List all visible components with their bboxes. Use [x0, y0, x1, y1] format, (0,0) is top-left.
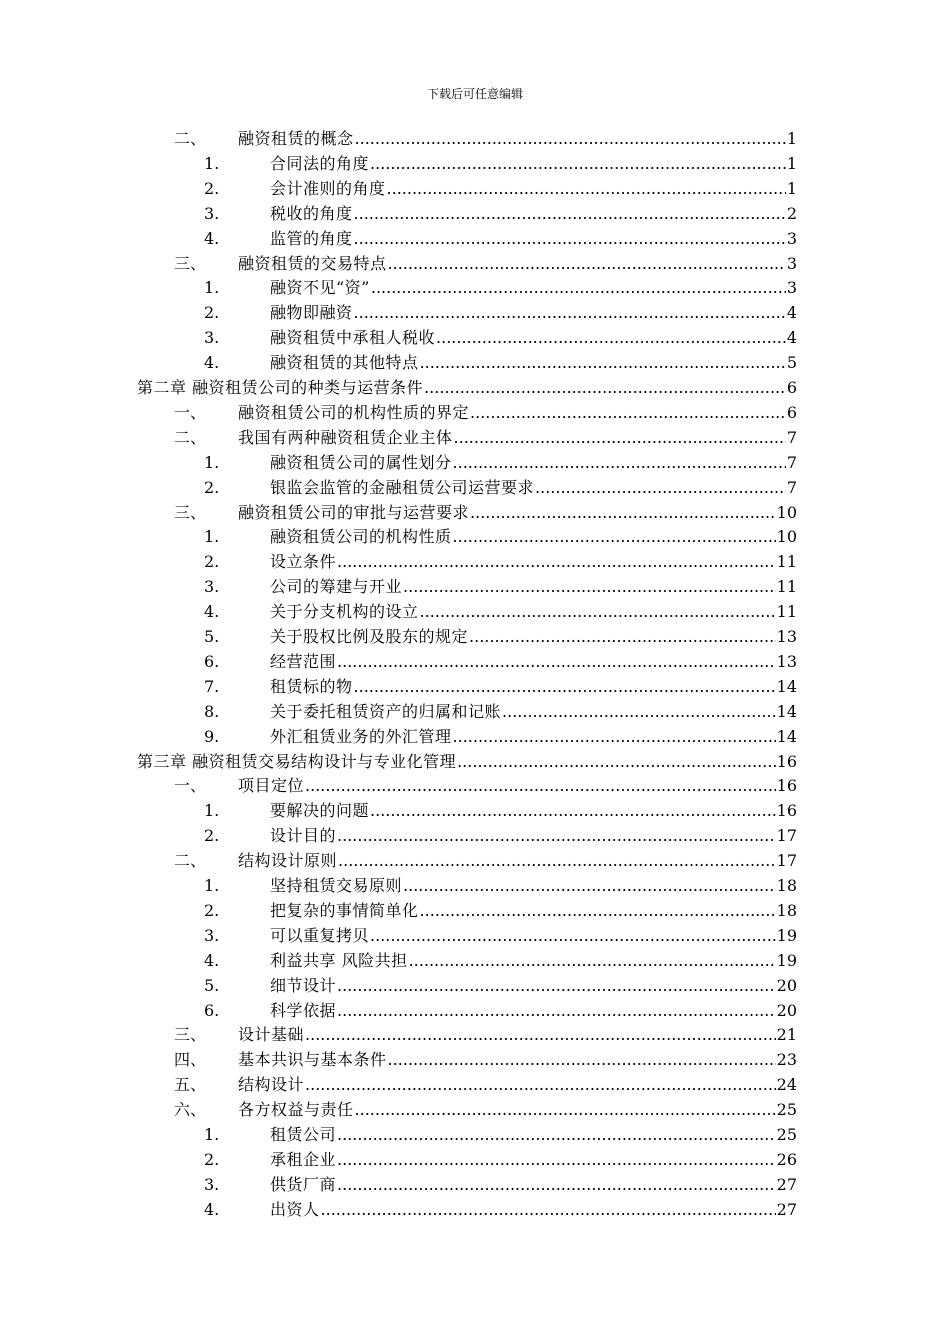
- toc-entry-number: 六、: [174, 1100, 207, 1120]
- toc-entry[interactable]: [204, 524, 797, 549]
- toc-entry-page-number: 18: [776, 900, 797, 920]
- toc-entry-page-number: 3: [786, 253, 797, 273]
- toc-entry-number: 6.: [204, 1000, 220, 1020]
- toc-entry-title: 经营范围: [270, 651, 337, 671]
- toc-entry[interactable]: [137, 375, 797, 400]
- toc-entry[interactable]: [204, 923, 797, 948]
- toc-dot-leader: [337, 1172, 776, 1197]
- toc-entry[interactable]: [174, 1047, 797, 1072]
- toc-entry-number: 三、: [174, 502, 207, 522]
- toc-entry-number: 3.: [204, 203, 220, 223]
- toc-dot-leader: [403, 873, 776, 898]
- toc-dot-leader: [370, 798, 776, 823]
- toc-entry-number: 1.: [204, 876, 220, 895]
- toc-entry-number: 9.: [204, 726, 220, 746]
- toc-entry-title: 要解决的问题: [270, 801, 370, 821]
- toc-entry[interactable]: [204, 350, 797, 375]
- toc-entry-title: 坚持租赁交易原则: [270, 876, 403, 895]
- toc-entry-number: 7.: [204, 676, 220, 696]
- toc-entry-number: 1.: [204, 801, 220, 821]
- toc-entry-title: 融物即融资: [270, 303, 353, 323]
- toc-entry-page-number: 7: [786, 452, 797, 472]
- toc-entry-page-number: 17: [776, 826, 797, 846]
- toc-entry-number: 一、: [174, 776, 207, 796]
- toc-entry[interactable]: [174, 500, 797, 525]
- toc-entry-number: 2.: [204, 477, 220, 497]
- toc-entry-page-number: 14: [776, 676, 797, 696]
- toc-entry-title: 融资租赁公司的机构性质的界定: [238, 402, 470, 422]
- toc-entry-title: 关于股权比例及股东的规定: [270, 627, 469, 646]
- toc-entry[interactable]: [204, 275, 797, 300]
- toc-entry[interactable]: [174, 848, 797, 873]
- toc-dot-leader: [337, 823, 776, 848]
- toc-dot-leader: [305, 1022, 776, 1047]
- toc-entry-page-number: 3: [786, 228, 797, 248]
- toc-entry-title: 融资租赁公司的属性划分: [270, 452, 452, 472]
- toc-entry[interactable]: [204, 973, 797, 998]
- toc-entry-page-number: 13: [776, 651, 797, 671]
- toc-entry-number: 1.: [204, 452, 220, 472]
- toc-dot-leader: [535, 475, 786, 500]
- toc-entry[interactable]: [204, 151, 797, 176]
- toc-entry[interactable]: [204, 823, 797, 848]
- toc-entry[interactable]: [204, 674, 797, 699]
- toc-dot-leader: [388, 251, 786, 276]
- toc-entry-page-number: 25: [776, 1125, 797, 1144]
- toc-entry-number: 2.: [204, 1149, 220, 1169]
- toc-entry-page-number: 10: [776, 527, 797, 547]
- toc-entry-number: 2.: [204, 178, 220, 198]
- toc-entry-number: 5.: [204, 627, 220, 646]
- toc-entry-page-number: 11: [776, 577, 797, 597]
- toc-dot-leader: [453, 450, 786, 475]
- toc-entry-number: 1.: [204, 278, 220, 298]
- toc-entry[interactable]: [204, 201, 797, 226]
- toc-entry-page-number: 19: [776, 950, 797, 970]
- toc-entry-number: 6.: [204, 651, 220, 671]
- toc-entry-number: 3.: [204, 577, 220, 597]
- toc-entry-page-number: 11: [776, 602, 797, 622]
- toc-entry-page-number: 13: [776, 627, 797, 646]
- toc-entry-page-number: 25: [776, 1100, 797, 1120]
- toc-entry[interactable]: [137, 749, 797, 774]
- toc-entry[interactable]: [204, 873, 797, 898]
- toc-entry[interactable]: [204, 699, 797, 724]
- toc-entry-title: 融资租赁的概念: [238, 129, 354, 148]
- toc-entry-page-number: 27: [776, 1199, 797, 1219]
- toc-dot-leader: [354, 226, 786, 251]
- toc-entry[interactable]: [174, 1072, 797, 1097]
- toc-dot-leader: [388, 1047, 776, 1072]
- toc-dot-leader: [457, 749, 776, 774]
- toc-entry-number: 3.: [204, 925, 220, 945]
- toc-entry-number: 二、: [174, 427, 207, 447]
- toc-entry-number: 4.: [204, 353, 220, 373]
- toc-entry-page-number: 20: [776, 975, 797, 995]
- toc-entry[interactable]: [174, 126, 797, 151]
- toc-entry-title: 租赁公司: [270, 1125, 337, 1144]
- toc-entry-title: 融资不见“资”: [270, 278, 370, 298]
- toc-dot-leader: [321, 1197, 776, 1222]
- toc-entry[interactable]: [204, 649, 797, 674]
- toc-entry-page-number: 21: [776, 1025, 797, 1045]
- toc-entry[interactable]: [204, 325, 797, 350]
- toc-entry-page-number: 4: [786, 328, 797, 348]
- toc-entry-number: 五、: [174, 1075, 207, 1095]
- toc-entry-title: 设计基础: [238, 1025, 305, 1045]
- toc-entry-page-number: 24: [776, 1075, 797, 1095]
- toc-entry[interactable]: [204, 599, 797, 624]
- toc-entry-title: 设计目的: [270, 826, 337, 846]
- toc-entry-page-number: 16: [776, 801, 797, 821]
- toc-dot-leader: [337, 549, 776, 574]
- toc-entry-page-number: 18: [776, 876, 797, 895]
- toc-entry-number: 2.: [204, 826, 220, 846]
- toc-entry[interactable]: [174, 400, 797, 425]
- toc-entry-title: 可以重复拷贝: [270, 925, 370, 945]
- toc-entry[interactable]: [204, 176, 797, 201]
- toc-dot-leader: [371, 275, 786, 300]
- toc-entry-title: 第二章 融资租赁公司的种类与运营条件: [137, 378, 424, 397]
- toc-entry-number: 4.: [204, 228, 220, 248]
- toc-entry-title: 利益共享 风险共担: [270, 950, 408, 970]
- toc-entry-page-number: 7: [786, 477, 797, 497]
- toc-entry-title: 合同法的角度: [270, 153, 370, 173]
- toc-entry-title: 融资租赁公司的审批与运营要求: [238, 502, 470, 522]
- toc-entry-number: 3.: [204, 1174, 220, 1194]
- toc-entry[interactable]: [204, 624, 797, 649]
- toc-dot-leader: [420, 898, 776, 923]
- toc-entry-page-number: 6: [786, 402, 797, 422]
- toc-entry-title: 基本共识与基本条件: [238, 1050, 387, 1070]
- toc-dot-leader: [424, 375, 786, 400]
- toc-dot-leader: [355, 126, 786, 151]
- toc-entry-page-number: 1: [786, 153, 797, 173]
- toc-dot-leader: [370, 151, 786, 176]
- toc-entry-number: 4.: [204, 950, 220, 970]
- toc-entry-title: 细节设计: [270, 975, 337, 995]
- toc-entry-title: 融资租赁的其他特点: [270, 353, 419, 373]
- toc-entry[interactable]: [204, 998, 797, 1023]
- toc-entry-page-number: 10: [776, 502, 797, 522]
- toc-entry[interactable]: [204, 898, 797, 923]
- toc-entry[interactable]: [204, 450, 797, 475]
- toc-entry-page-number: 7: [786, 427, 797, 447]
- toc-entry-title: 关于委托租赁资产的归属和记账: [270, 701, 502, 721]
- toc-entry-number: 一、: [174, 402, 207, 422]
- toc-dot-leader: [337, 1122, 776, 1147]
- toc-dot-leader: [420, 599, 776, 624]
- toc-entry-title: 项目定位: [238, 776, 305, 796]
- toc-entry-title: 我国有两种融资租赁企业主体: [238, 427, 453, 447]
- toc-dot-leader: [337, 1147, 776, 1172]
- toc-dot-leader: [354, 674, 776, 699]
- toc-entry-page-number: 16: [776, 751, 797, 771]
- toc-dot-leader: [502, 699, 776, 724]
- toc-dot-leader: [354, 201, 786, 226]
- toc-dot-leader: [387, 176, 786, 201]
- toc-entry-page-number: 26: [776, 1149, 797, 1169]
- toc-entry-page-number: 1: [786, 178, 797, 198]
- toc-dot-leader: [305, 1072, 776, 1097]
- toc-entry-page-number: 2: [786, 203, 797, 223]
- toc-dot-leader: [355, 1097, 776, 1122]
- toc-entry-number: 5.: [204, 975, 220, 995]
- toc-entry-page-number: 23: [776, 1050, 797, 1070]
- toc-entry[interactable]: [204, 574, 797, 599]
- toc-dot-leader: [453, 724, 776, 749]
- toc-entry-page-number: 3: [786, 278, 797, 298]
- toc-entry[interactable]: [204, 798, 797, 823]
- toc-entry[interactable]: [204, 226, 797, 251]
- toc-dot-leader: [470, 500, 776, 525]
- toc-entry-title: 公司的筹建与开业: [270, 577, 403, 597]
- toc-dot-leader: [403, 574, 776, 599]
- toc-entry-page-number: 4: [786, 303, 797, 323]
- toc-entry[interactable]: [204, 1197, 797, 1222]
- toc-entry-page-number: 14: [776, 701, 797, 721]
- header-note: 下载后可任意编辑: [426, 87, 523, 101]
- toc-entry[interactable]: [204, 1122, 797, 1147]
- toc-entry-title: 承租企业: [270, 1149, 337, 1169]
- toc-entry-title: 银监会监管的金融租赁公司运营要求: [270, 477, 535, 497]
- toc-entry-number: 8.: [204, 701, 220, 721]
- toc-dot-leader: [409, 948, 776, 973]
- toc-entry-number: 二、: [174, 851, 207, 871]
- toc-entry[interactable]: [204, 549, 797, 574]
- toc-entry-title: 外汇租赁业务的外汇管理: [270, 726, 452, 746]
- toc-entry-title: 融资租赁中承租人税收: [270, 328, 436, 348]
- toc-dot-leader: [470, 400, 786, 425]
- toc-entry-title: 供货厂商: [270, 1174, 337, 1194]
- toc-entry-title: 税收的角度: [270, 203, 353, 223]
- toc-entry-page-number: 6: [786, 378, 797, 397]
- toc-dot-leader: [305, 773, 776, 798]
- toc-entry[interactable]: [204, 948, 797, 973]
- toc-dot-leader: [420, 350, 786, 375]
- toc-entry[interactable]: [174, 425, 797, 450]
- toc-entry-number: 4.: [204, 1199, 220, 1219]
- toc-entry-title: 会计准则的角度: [270, 178, 386, 198]
- toc-dot-leader: [337, 973, 776, 998]
- toc-entry-number: 1.: [204, 153, 220, 173]
- toc-entry[interactable]: [204, 1147, 797, 1172]
- toc-dot-leader: [436, 325, 786, 350]
- toc-entry-page-number: 20: [776, 1000, 797, 1020]
- toc-entry-page-number: 5: [786, 353, 797, 373]
- toc-entry-number: 1.: [204, 527, 220, 547]
- toc-entry[interactable]: [174, 1022, 797, 1047]
- toc-entry[interactable]: [204, 1172, 797, 1197]
- toc-entry-number: 三、: [174, 253, 207, 273]
- toc-entry[interactable]: [174, 773, 797, 798]
- toc-entry-number: 2.: [204, 303, 220, 323]
- toc-entry-number: 2.: [204, 900, 220, 920]
- toc-entry[interactable]: [174, 1097, 797, 1122]
- toc-dot-leader: [469, 624, 776, 649]
- toc-entry-title: 监管的角度: [270, 228, 353, 248]
- toc-entry-title: 结构设计: [238, 1075, 305, 1095]
- toc-entry-title: 各方权益与责任: [238, 1100, 354, 1120]
- toc-dot-leader: [337, 998, 776, 1023]
- toc-dot-leader: [337, 649, 776, 674]
- toc-entry-number: 3.: [204, 328, 220, 348]
- toc-dot-leader: [453, 524, 776, 549]
- toc-entry-title: 设立条件: [270, 552, 337, 572]
- toc-dot-leader: [454, 425, 786, 450]
- toc-entry-number: 四、: [174, 1050, 207, 1070]
- toc-entry-page-number: 14: [776, 726, 797, 746]
- toc-entry-page-number: 11: [776, 552, 797, 572]
- toc-entry-title: 关于分支机构的设立: [270, 602, 419, 622]
- toc-dot-leader: [338, 848, 776, 873]
- toc-dot-leader: [370, 923, 776, 948]
- toc-entry-title: 把复杂的事情简单化: [270, 900, 419, 920]
- toc-entry-page-number: 1: [786, 129, 797, 148]
- toc-entry-page-number: 16: [776, 776, 797, 796]
- toc-entry-title: 出资人: [270, 1199, 320, 1219]
- toc-dot-leader: [354, 300, 786, 325]
- toc-entry-number: 三、: [174, 1025, 207, 1045]
- toc-entry-title: 结构设计原则: [238, 851, 338, 871]
- toc-entry[interactable]: [204, 724, 797, 749]
- toc-entry[interactable]: [204, 300, 797, 325]
- toc-entry-title: 第三章 融资租赁交易结构设计与专业化管理: [137, 751, 457, 771]
- toc-entry-page-number: 19: [776, 925, 797, 945]
- toc-entry-number: 4.: [204, 602, 220, 622]
- toc-entry-number: 2.: [204, 552, 220, 572]
- toc-entry-title: 租赁标的物: [270, 676, 353, 696]
- toc-entry-number: 1.: [204, 1125, 220, 1144]
- toc-entry-title: 融资租赁公司的机构性质: [270, 527, 452, 547]
- toc-entry-title: 融资租赁的交易特点: [238, 253, 387, 273]
- toc-entry-number: 二、: [174, 129, 207, 148]
- toc-entry[interactable]: [204, 475, 797, 500]
- toc-entry-page-number: 27: [776, 1174, 797, 1194]
- toc-entry[interactable]: [174, 251, 797, 276]
- toc-entry-page-number: 17: [776, 851, 797, 871]
- toc-entry-title: 科学依据: [270, 1000, 337, 1020]
